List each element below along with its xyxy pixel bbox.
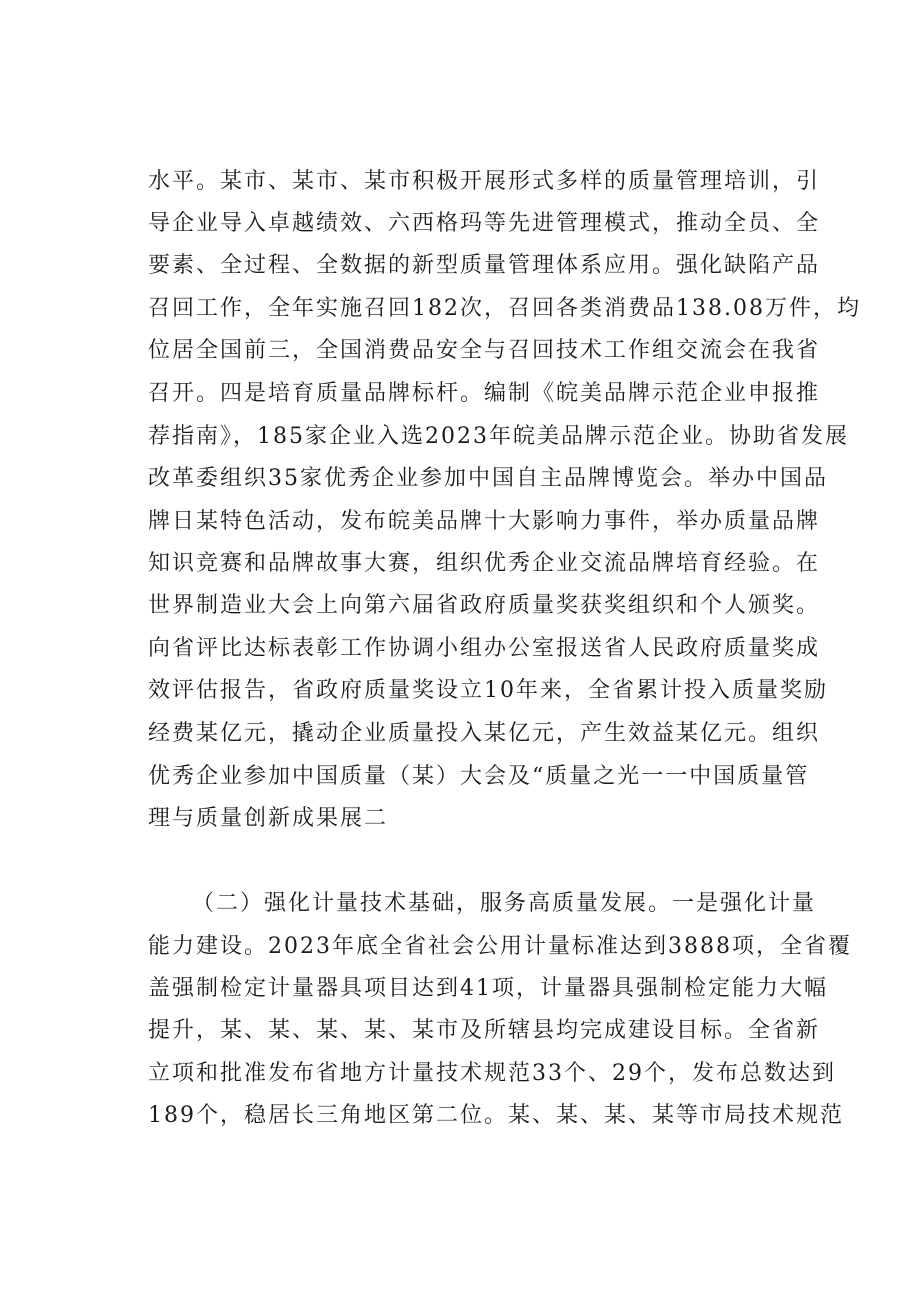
- paragraph-line: 水平。某市、某市、某市积极开展形式多样的质量管理培训，引: [148, 169, 821, 194]
- paragraph-line: 优秀企业参加中国质量（某）大会及“质量之光一一中国质量管: [148, 764, 810, 789]
- paragraph-line: 世界制造业大会上向第六届省政府质量奖获奖组织和个人颁奖。: [148, 593, 821, 618]
- paragraph-line: 召回工作，全年实施召回182次，召回各类消费品138.08万件，均: [148, 296, 861, 321]
- paragraph-line: 盖强制检定计量器具项目达到41项，计量器具强制检定能力大幅: [148, 976, 828, 1001]
- paragraph-line: 提升，某、某、某、某、某市及所辖县均完成建设目标。全省新: [148, 1018, 821, 1043]
- paragraph-line: 效评估报告，省政府质量奖设立10年来，全省累计投入质量奖励: [148, 678, 828, 703]
- paragraph-line: 导企业导入卓越绩效、六西格玛等先进管理模式，推动全员、全: [148, 211, 821, 236]
- paragraph-line: 知识竞赛和品牌故事大赛，组织优秀企业交流品牌培育经验。在: [148, 551, 821, 576]
- paragraph-line: 能力建设。2023年底全省社会公用计量标准达到3888项，全省覆: [148, 934, 852, 959]
- paragraph-line: 召开。四是培育质量品牌标杆。编制《皖美品牌示范企业申报推: [148, 381, 821, 406]
- paragraph-line: 荐指南》，185家企业入选2023年皖美品牌示范企业。协助省发展: [148, 424, 849, 449]
- paragraph-line: 改革委组织35家优秀企业参加中国自主品牌博览会。举办中国品: [148, 466, 828, 491]
- paragraph-line: 理与质量创新成果展二: [148, 806, 389, 831]
- section-heading-line: （二）强化计量技术基础，服务高质量发展。一是强化计量: [192, 891, 817, 916]
- paragraph-line: 经费某亿元，撬动企业质量投入某亿元，产生效益某亿元。组织: [148, 721, 821, 746]
- paragraph-line: 向省评比达标表彰工作协调小组办公室报送省人民政府质量奖成: [148, 636, 821, 661]
- paragraph-line: 189个，稳居长三角地区第二位。某、某、某、某等市局技术规范: [148, 1103, 844, 1128]
- paragraph-line: 牌日某特色活动，发布皖美品牌十大影响力事件，举办质量品牌: [148, 509, 821, 534]
- paragraph-line: 立项和批准发布省地方计量技术规范33个、29个，发布总数达到: [148, 1061, 836, 1086]
- paragraph-line: 要素、全过程、全数据的新型质量管理体系应用。强化缺陷产品: [148, 253, 821, 278]
- paragraph-line: 位居全国前三，全国消费品安全与召回技术工作组交流会在我省: [148, 338, 821, 363]
